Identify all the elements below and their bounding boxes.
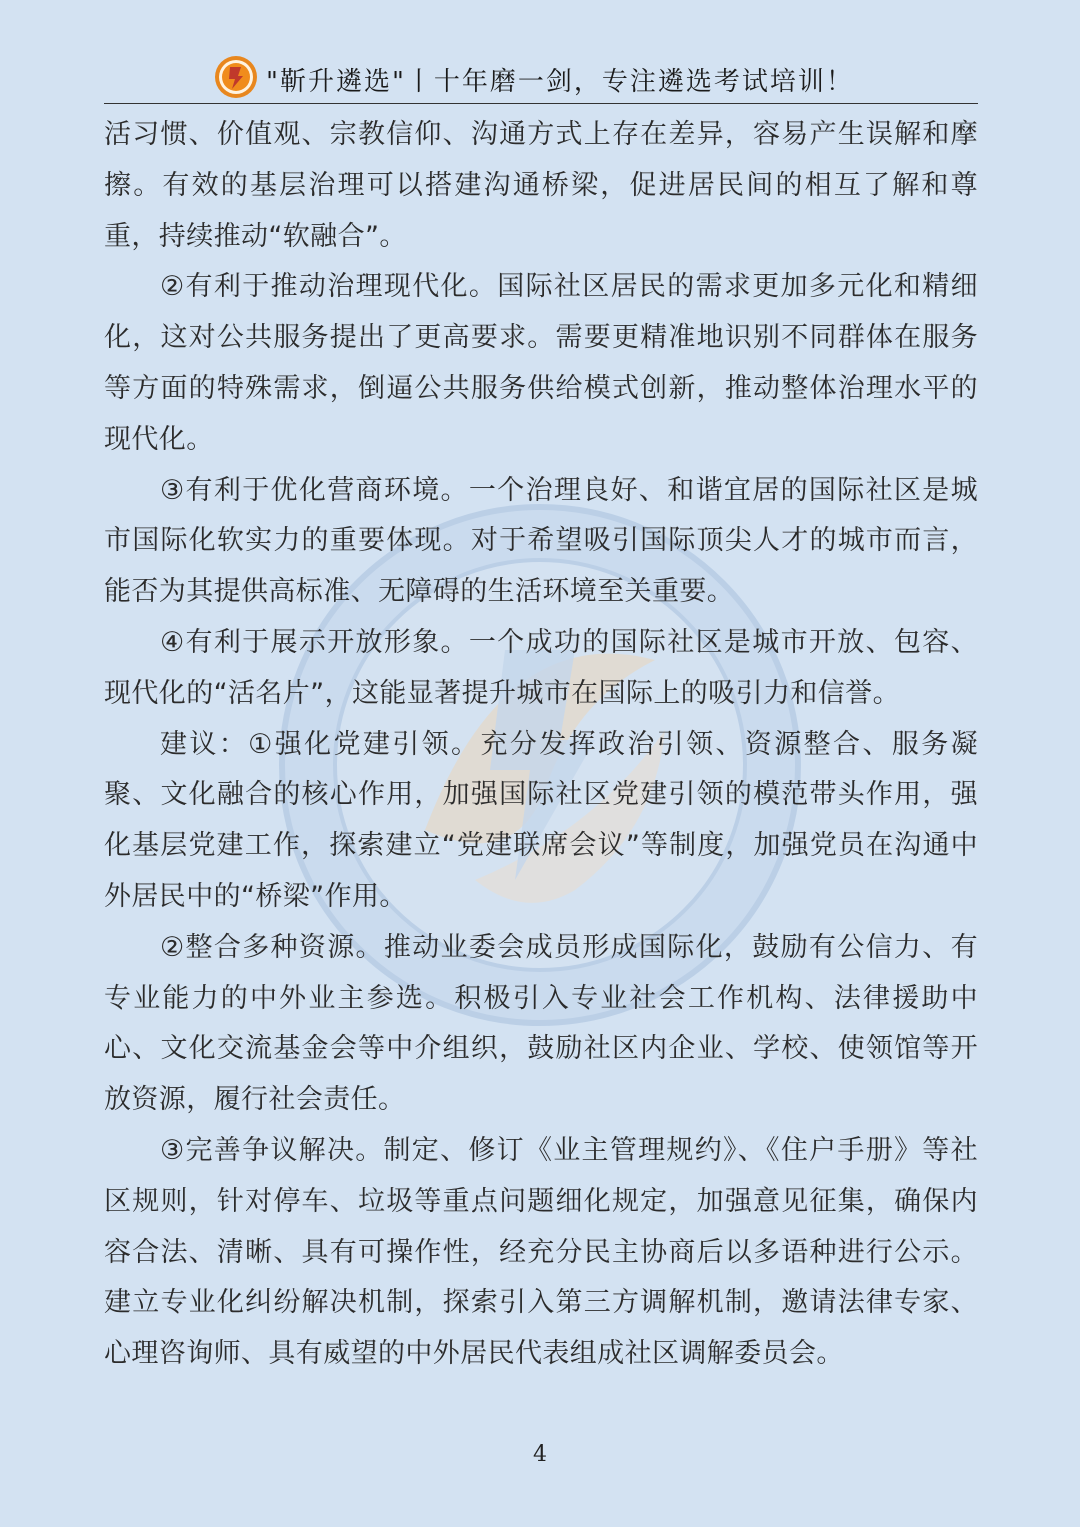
paragraph-suggestion-2: ②整合多种资源。推动业委会成员形成国际化，鼓励有公信力、有专业能力的中外业主参选。积极引入专业社会工作机构、法律援助中心、文化交流基金会等中介组织，鼓励社区内企业、学校、使领馆等开放资源，履行社会责任。 [104, 931, 978, 1116]
paragraph-point-4: ④有利于展示开放形象。一个成功的国际社区是城市开放、包容、现代化的“活名片”，这能显著提升城市在国际上的吸引力和信誉。 [104, 626, 978, 709]
paragraph-point-3: ③有利于优化营商环境。一个治理良好、和谐宜居的国际社区是城市国际化软实力的重要体现。对于希望吸引国际顶尖人才的城市而言，能否为其提供高标准、无障碍的生活环境至关重要。 [104, 474, 978, 608]
page-number: 4 [533, 1442, 547, 1467]
paragraph-point-2: ②有利于推动治理现代化。国际社区居民的需求更加多元化和精细化，这对公共服务提出了更高要求。需要更精准地识别不同群体在服务等方面的特殊需求，倒逼公共服务供给模式创新，推动整体治理水平的现代化。 [104, 271, 978, 455]
header-slogan: "靳升遴选"丨十年磨一剑，专注遴选考试培训！ [266, 67, 854, 97]
paragraph-continuation: 活习惯、价值观、宗教信仰、沟通方式上存在差异，容易产生误解和摩擦。有效的基层治理可以搭建沟通桥梁，促进居民间的相互了解和尊重，持续推动“软融合”。 [104, 119, 978, 252]
paragraph-suggestion-1: 建议：①强化党建引领。充分发挥政治引领、资源整合、服务凝聚、文化融合的核心作用，加强国际社区党建引领的模范带头作用，强化基层党建工作，探索建立“党建联席会议”等制度，加强党员在沟通中外居民中的“桥梁”作用。 [104, 728, 978, 912]
page-header [104, 55, 978, 104]
seal-logo-icon [214, 55, 258, 99]
document-body [104, 110, 978, 1380]
paragraph-suggestion-3: ③完善争议解决。制定、修订《业主管理规约》、《住户手册》等社区规则，针对停车、垃圾等重点问题细化规定，加强意见征集，确保内容合法、清晰、具有可操作性，经充分民主协商后以多语种进行公示。建立专业化纠纷解决机制，探索引入第三方调解机制，邀请法律专家、心理咨询师、具有威望的中外居民代表组成社区调解委员会。 [104, 1134, 978, 1370]
